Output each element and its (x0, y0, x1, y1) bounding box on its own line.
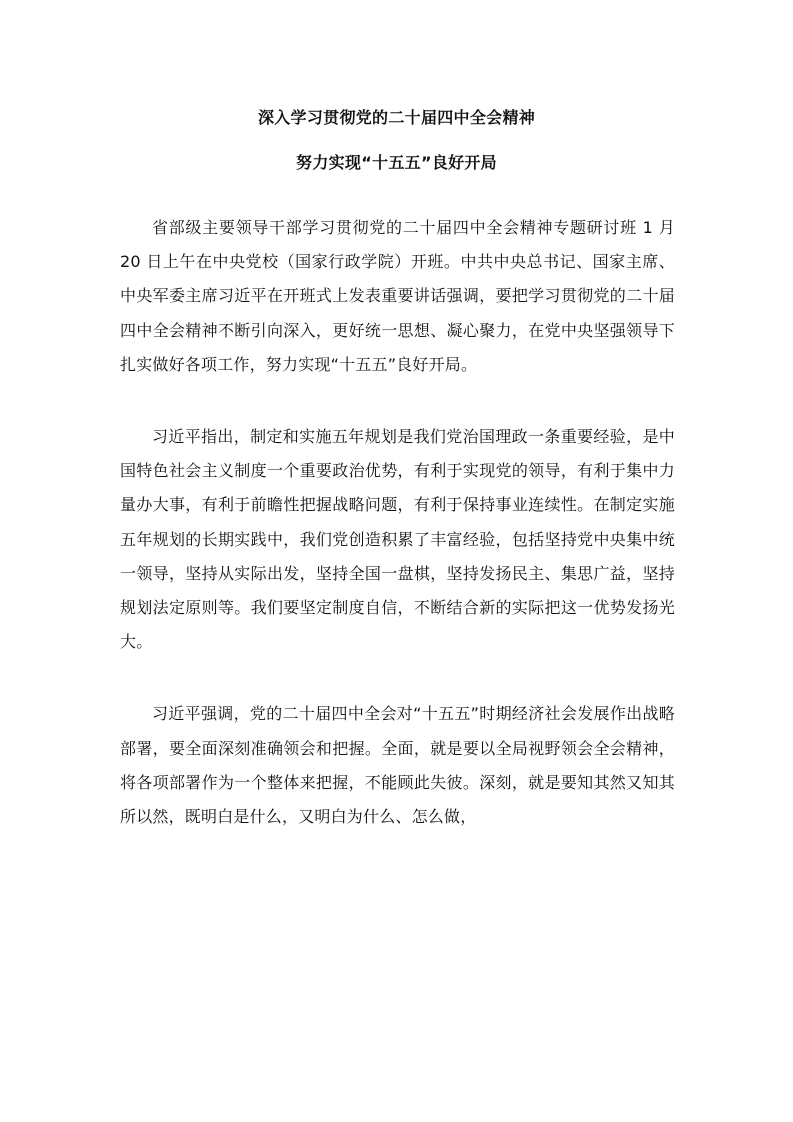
paragraph-2: 习近平指出，制定和实施五年规划是我们党治国理政一条重要经验，是中国特色社会主义制度一个重要政治优势，有利于实现党的领导，有利于集中力量办大事，有利于前瞻性把握战略问题，有利于保持事业连续性。在制定实施五年规划的长期实践中，我们党创造积累了丰富经验，包括坚持党中央集中统一领导，坚持从实际出发，坚持全国一盘棋，坚持发扬民主、集思广益，坚持规划法定原则等。我们要坚定制度自信，不断结合新的实际把这一优势发扬光大。 (120, 427, 675, 652)
document-title (120, 104, 673, 194)
paragraph-3: 习近平强调，党的二十届四中全会对“十五五”时期经济社会发展作出战略部署，要全面深刻准确领会和把握。全面，就是要以全局视野领会全会精神，将各项部署作为一个整体来把握，不能顾此失彼。深刻，就是要知其然又知其所以然，既明白是什么，又明白为什么、怎么做， (120, 704, 675, 827)
title-line-1: 深入学习贯彻党的二十届四中全会精神 (257, 108, 536, 127)
document-body (120, 211, 675, 872)
paragraph-1: 省部级主要领导干部学习贯彻党的二十届四中全会精神专题研讨班 1 月 20 日上午在中央党校（国家行政学院）开班。中共中央总书记、国家主席、中央军委主席习近平在开班式上发表重要讲话强调，要把学习贯彻党的二十届四中全会精神不断引向深入，更好统一思想、凝心聚力，在党中央坚强领导下扎实做好各项工作，努力实现“十五五”良好开局。 (120, 218, 675, 374)
title-line-2: 努力实现“十五五”良好开局 (296, 153, 497, 172)
